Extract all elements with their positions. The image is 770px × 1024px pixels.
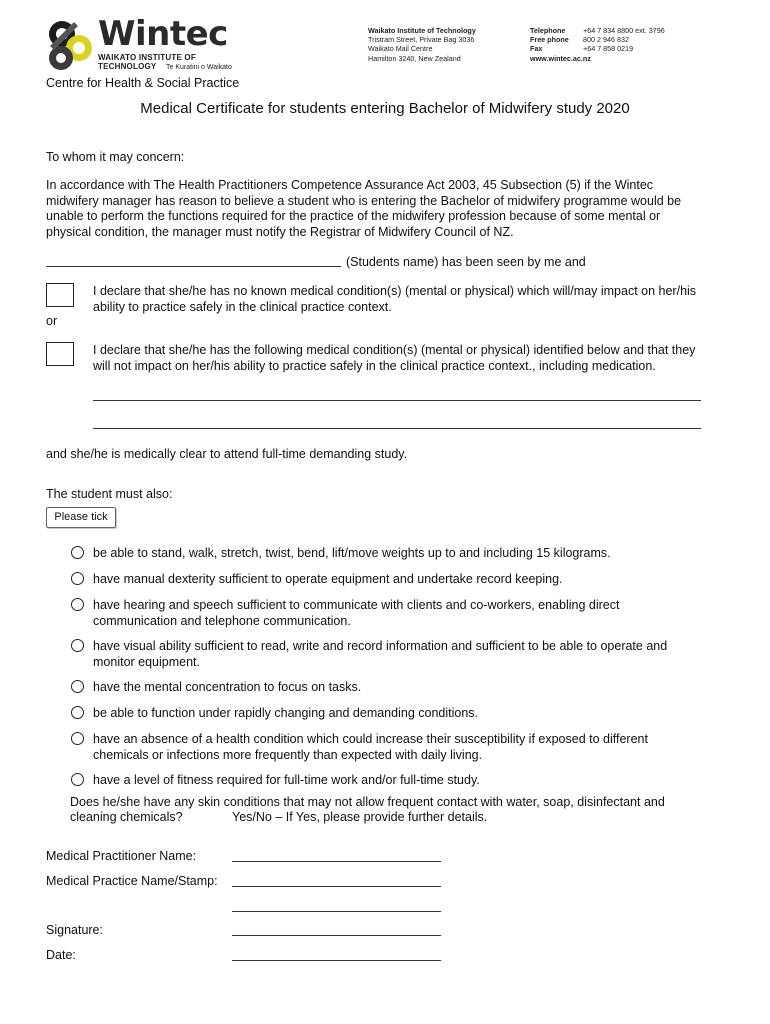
practitioner-name-field[interactable] [232, 861, 441, 862]
requirement-line: have an absence of a health condition which could increase their susceptibility if exposed to different [93, 732, 648, 746]
declaration-has-condition-checkbox[interactable] [46, 342, 74, 366]
practice-name-field-2[interactable] [232, 911, 441, 912]
declaration-line: I declare that she/he has the following medical condition(s) (mental or physical) identified below and that they [93, 343, 696, 357]
must-also-heading: The student must also: [46, 487, 173, 501]
requirement-checkbox[interactable] [71, 598, 84, 611]
requirement-checkbox[interactable] [71, 546, 84, 559]
form-title: Medical Certificate for students entering Bachelor of Midwifery study 2020 [140, 100, 630, 117]
requirement-text: have manual dexterity sufficient to operate equipment and undertake record keeping. [93, 572, 563, 586]
skin-condition-question-cont: cleaning chemicals? [70, 810, 183, 824]
requirement-line: monitor equipment. [93, 654, 201, 669]
declaration-line: I declare that she/he has no known medical condition(s) (mental or physical) which will/may impact on her/his [93, 284, 697, 298]
requirement-line: communication and telephone communication. [93, 613, 351, 628]
declaration-has-condition [93, 343, 743, 374]
skin-condition-question: Does he/she have any skin conditions that may not allow frequent contact with water, soap, disinfectant and [70, 795, 665, 809]
requirement-checkbox[interactable] [71, 773, 84, 786]
contact-label: Telephone [530, 26, 566, 35]
practice-name-label: Medical Practice Name/Stamp: [46, 874, 218, 888]
address-line: Waikato Mail Centre [368, 44, 433, 54]
requirement-text: be able to function under rapidly changing and demanding conditions. [93, 706, 478, 720]
requirement-text [93, 732, 648, 763]
intro-line: physical condition, the manager must notify the Registrar of Midwifery Council of NZ. [46, 224, 514, 239]
requirement-text: be able to stand, walk, stretch, twist, bend, lift/move weights up to and including 15 kilograms. [93, 546, 611, 560]
signature-label: Signature: [46, 923, 103, 937]
declaration-line: will not impact on her/his ability to practice safely in the clinical practice context., including medication. [93, 358, 656, 373]
contact-value: +64 7 834 8800 ext. 3796 [583, 26, 665, 35]
signature-field[interactable] [232, 935, 441, 936]
student-name-label: (Students name) has been seen by me and [346, 255, 586, 269]
salutation: To whom it may concern: [46, 150, 185, 164]
or-text: or [46, 314, 58, 328]
wintec-emblem-icon [46, 18, 96, 74]
address-line: Hamilton 3240, New Zealand [368, 53, 461, 63]
condition-details-field-2[interactable] [93, 428, 701, 429]
requirement-checkbox[interactable] [71, 639, 84, 652]
logo-subtitle: WAIKATO INSTITUTE OF TECHNOLOGY [98, 53, 196, 71]
requirement-text: have a level of fitness required for full-time work and/or full-time study. [93, 773, 480, 787]
requirement-checkbox[interactable] [71, 706, 84, 719]
wintec-logo [46, 14, 236, 74]
contact-value: +64 7 858 0219 [583, 44, 634, 54]
medically-clear-text: and she/he is medically clear to attend full-time demanding study. [46, 447, 408, 461]
requirement-checkbox[interactable] [71, 572, 84, 585]
declaration-no-condition-checkbox[interactable] [46, 283, 74, 307]
logo-tagline: Te Kuratini o Waikato [166, 64, 232, 71]
requirement-line: have visual ability sufficient to read, write and record information and sufficient to be able to operate and [93, 639, 668, 653]
declaration-line: ability to practice safely in the clinical practice context. [93, 299, 392, 314]
skin-condition-yes-no: Yes/No – If Yes, please provide further details. [232, 810, 488, 824]
contact-label: Fax [530, 44, 543, 54]
website-link[interactable]: www.wintec.ac.nz [530, 53, 591, 63]
practitioner-name-label: Medical Practitioner Name: [46, 849, 197, 863]
requirement-checkbox[interactable] [71, 680, 84, 693]
department-name: Centre for Health & Social Practice [46, 76, 240, 90]
intro-line: In accordance with The Health Practitioners Competence Assurance Act 2003, 45 Subsection (5) if the Wintec [46, 178, 654, 192]
intro-line: unable to perform the functions required for the practice of the midwifery profession because of some mental or [46, 209, 661, 223]
date-field[interactable] [232, 960, 441, 961]
requirement-line: chemicals or infections more frequently than expected with daily living. [93, 747, 483, 762]
date-label: Date: [46, 948, 76, 962]
practice-name-field[interactable] [232, 886, 441, 887]
requirement-text [93, 598, 619, 629]
declaration-no-condition [93, 284, 743, 315]
contact-value: 800 2 946 832 [583, 35, 629, 45]
requirement-text [93, 639, 667, 670]
requirement-text: have the mental concentration to focus on tasks. [93, 680, 362, 694]
institution-address [368, 26, 476, 63]
intro-paragraph [46, 178, 746, 240]
address-line: Tristram Street, Private Bag 3036 [368, 35, 475, 45]
condition-details-field-1[interactable] [93, 400, 701, 401]
contact-details [530, 26, 665, 63]
logo-wordmark: Wintec [98, 14, 228, 54]
requirement-line: have hearing and speech sufficient to communicate with clients and co-workers, enabling direct [93, 598, 620, 612]
requirement-checkbox[interactable] [71, 732, 84, 745]
address-line: Waikato Institute of Technology [368, 26, 476, 35]
contact-label: Free phone [530, 35, 569, 45]
please-tick-button[interactable]: Please tick [46, 507, 116, 528]
student-name-field[interactable] [46, 266, 341, 267]
intro-line: midwifery manager has reason to believe a student who is entering the Bachelor of midwifery programme would be [46, 193, 682, 208]
